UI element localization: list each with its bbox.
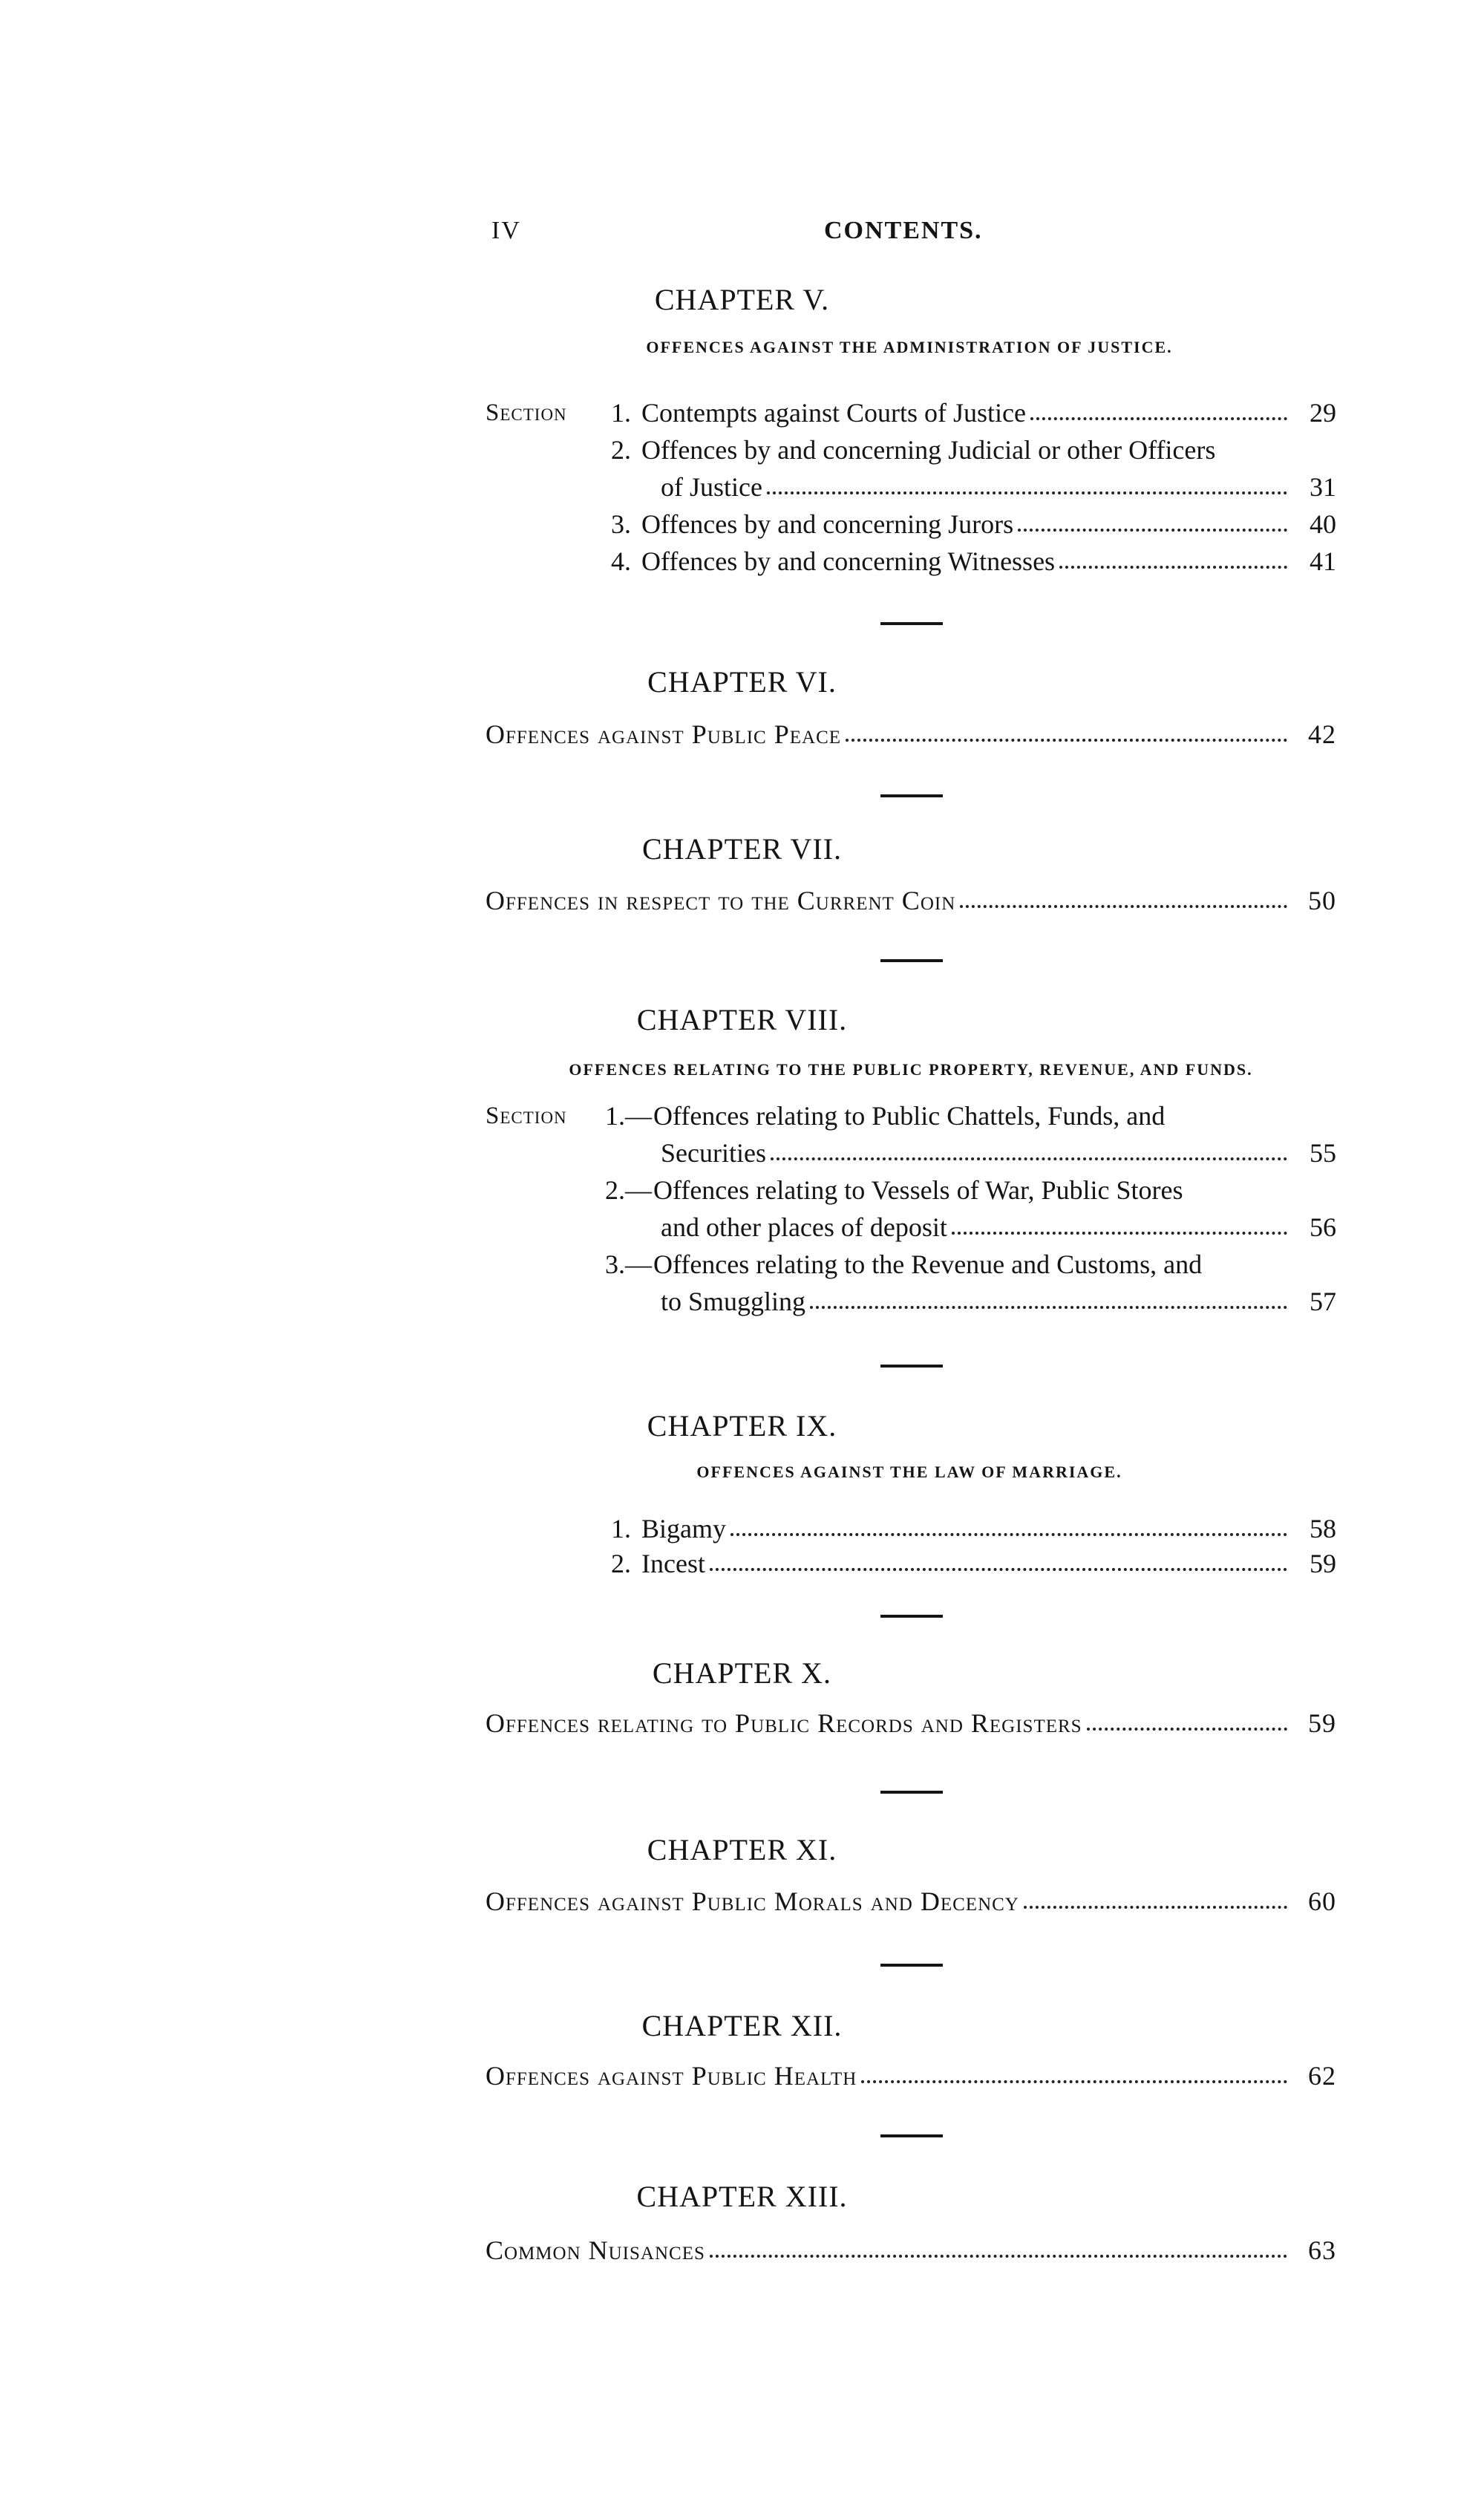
chapter-viii-heading: CHAPTER VIII. [636, 1003, 848, 1036]
chapter-x-heading: CHAPTER X. [652, 1656, 832, 1690]
chapter-divider [880, 1791, 943, 1794]
entry-page: 59 [1308, 1708, 1336, 1738]
chapter-divider [880, 622, 943, 625]
toc-entry-continuation [661, 471, 1336, 503]
toc-entry [486, 1708, 1336, 1739]
dot-leader [1024, 1906, 1287, 1909]
section-label: Section [486, 1102, 567, 1129]
dot-leader [861, 2080, 1287, 2083]
chapter-xii-heading: CHAPTER XII. [641, 2009, 843, 2042]
entry-text: Offences relating to Public Chattels, Funds, and [653, 1101, 1166, 1131]
toc-entry [486, 885, 1336, 916]
entry-text: Offences against Public Health [486, 2061, 857, 2091]
entry-text: Bigamy [641, 1514, 726, 1543]
toc-entry [486, 2235, 1336, 2266]
entry-text-cont: and other places of deposit [661, 1212, 947, 1242]
chapter-vi-heading: CHAPTER VI. [647, 665, 837, 699]
dot-leader [1018, 529, 1287, 532]
entry-page: 62 [1308, 2061, 1336, 2091]
toc-entry-continuation [661, 1212, 1336, 1243]
entry-text: Contempts against Courts of Justice [641, 398, 1026, 428]
chapter-ix-heading: CHAPTER IX. [647, 1409, 837, 1443]
entry-page: 40 [1310, 509, 1336, 539]
entry-number: 2. [611, 1549, 631, 1578]
entry-text: Incest [641, 1549, 705, 1578]
entry-number: 1. [611, 1514, 631, 1543]
chapter-ix-subtitle: OFFENCES AGAINST THE LAW OF MARRIAGE. [696, 1463, 1122, 1481]
dot-leader [771, 1157, 1287, 1160]
entry-number: 2.— [605, 1175, 652, 1205]
entry-page: 63 [1308, 2235, 1336, 2265]
toc-entry [641, 509, 1336, 540]
toc-entry-continuation [661, 1137, 1336, 1169]
toc-entry [641, 397, 1336, 428]
dot-leader [1059, 566, 1287, 569]
section-label: Section [486, 399, 567, 426]
chapter-divider [880, 1615, 943, 1618]
toc-entry-text-line [653, 1100, 1165, 1131]
toc-entry [641, 546, 1336, 577]
entry-text: Offences in respect to the Current Coin [486, 886, 956, 915]
entry-number: 1.— [605, 1101, 652, 1131]
entry-number: 2. [611, 435, 631, 465]
chapter-divider [880, 794, 943, 797]
dot-leader [810, 1306, 1287, 1309]
toc-entry [486, 2060, 1336, 2091]
chapter-v-heading: CHAPTER V. [654, 283, 830, 316]
entry-number: 1. [611, 398, 631, 428]
entry-number: 3. [611, 509, 631, 539]
entry-page: 31 [1310, 472, 1336, 502]
chapter-v-subtitle: OFFENCES AGAINST THE ADMINISTRATION OF JUSTICE. [646, 338, 1173, 356]
entry-text: Offences by and concerning Judicial or other Officers [641, 435, 1216, 465]
entry-page: 50 [1308, 886, 1336, 915]
dot-leader [846, 739, 1287, 742]
dot-leader [710, 1568, 1287, 1571]
chapter-divider [880, 1365, 943, 1368]
dot-leader [730, 1533, 1287, 1536]
entry-page: 59 [1310, 1549, 1336, 1578]
entry-text: Offences by and concerning Jurors [641, 509, 1014, 539]
chapter-divider [880, 959, 943, 962]
toc-entry-text-line [653, 1249, 1202, 1280]
toc-entry-continuation [661, 1286, 1336, 1317]
chapter-xi-heading: CHAPTER XI. [647, 1833, 837, 1866]
entry-number: 4. [611, 546, 631, 576]
entry-text: Common Nuisances [486, 2235, 705, 2265]
entry-text: Offences by and concerning Witnesses [641, 546, 1056, 576]
chapter-divider [880, 1964, 943, 1967]
entry-page: 58 [1310, 1514, 1336, 1543]
entry-text: Offences relating to the Revenue and Customs, and [653, 1249, 1203, 1279]
entry-page: 57 [1310, 1287, 1336, 1316]
entry-page: 29 [1310, 398, 1336, 428]
dot-leader [952, 1232, 1287, 1235]
toc-entry [486, 1886, 1336, 1917]
toc-entry-text-line [641, 434, 1215, 465]
chapter-xiii-heading: CHAPTER XIII. [636, 2180, 848, 2213]
entry-page: 55 [1310, 1138, 1336, 1168]
dot-leader [1087, 1728, 1287, 1731]
dot-leader [710, 2255, 1287, 2258]
entry-page: 42 [1308, 719, 1336, 749]
entry-number: 3.— [605, 1249, 652, 1279]
dot-leader [960, 905, 1287, 908]
toc-entry [641, 1548, 1336, 1579]
dot-leader [767, 491, 1287, 494]
entry-page: 56 [1310, 1212, 1336, 1242]
toc-entry [486, 719, 1336, 750]
chapter-viii-subtitle: OFFENCES RELATING TO THE PUBLIC PROPERTY, REVENUE, AND FUNDS. [569, 1060, 1253, 1079]
entry-page: 60 [1308, 1886, 1336, 1916]
entry-text-cont: to Smuggling [661, 1287, 806, 1316]
entry-page: 41 [1310, 546, 1336, 576]
toc-entry-text-line [653, 1174, 1183, 1206]
entry-text: Offences relating to Vessels of War, Public Stores [653, 1175, 1183, 1205]
chapter-divider [880, 2134, 943, 2137]
toc-entry [641, 1513, 1336, 1544]
entry-text: Offences relating to Public Records and Registers [486, 1708, 1082, 1738]
dot-leader [1030, 417, 1287, 420]
entry-text: Offences against Public Peace [486, 719, 842, 749]
entry-text-cont: of Justice [661, 472, 762, 502]
entry-text-cont: Securities [661, 1138, 766, 1168]
chapter-vii-heading: CHAPTER VII. [641, 832, 843, 866]
page-number: IV [491, 217, 521, 244]
running-title: CONTENTS. [824, 217, 983, 244]
entry-text: Offences against Public Morals and Decency [486, 1886, 1019, 1916]
